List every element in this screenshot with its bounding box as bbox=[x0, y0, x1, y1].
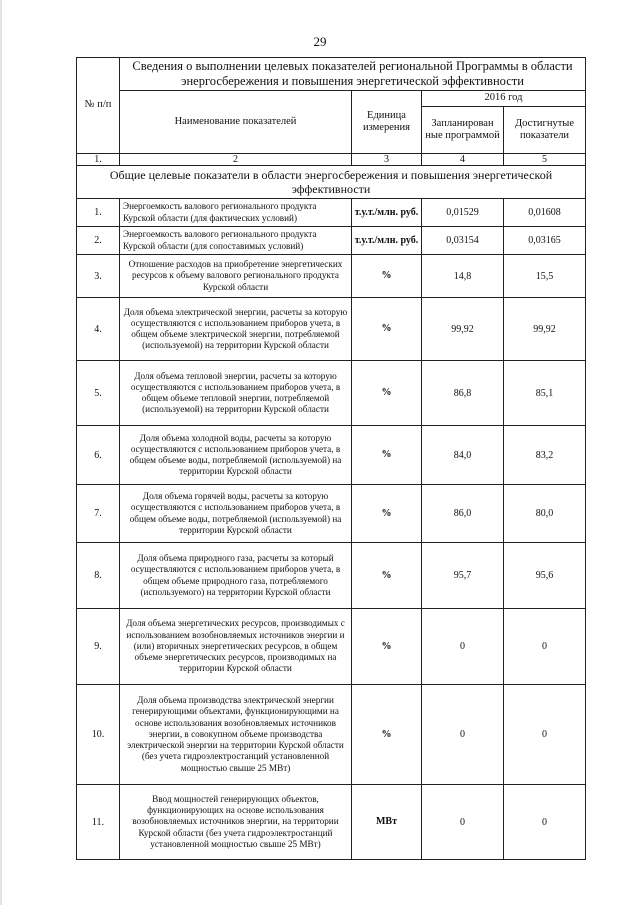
planned-value: 0,01529 bbox=[422, 199, 504, 227]
table-row bbox=[77, 785, 586, 860]
header-name: Наименование показателей bbox=[120, 91, 352, 154]
indicator-name: Доля объема электрической энергии, расчеты за которую осуществляются с использованием приборов учета, в общем объеме электрической энергии, потребляемой (используемой) на территории Курской области bbox=[120, 298, 352, 361]
row-number: 11. bbox=[77, 785, 120, 860]
row-number: 3. bbox=[77, 255, 120, 298]
planned-value: 86,0 bbox=[422, 485, 504, 543]
table-row bbox=[77, 485, 586, 543]
table-row bbox=[77, 609, 586, 685]
section-title: Общие целевые показатели в области энергосбережения и повышения энергетической эффективности bbox=[77, 166, 586, 199]
row-number: 10. bbox=[77, 685, 120, 785]
row-number: 7. bbox=[77, 485, 120, 543]
row-number: 1. bbox=[77, 199, 120, 227]
unit-cell: МВт bbox=[352, 785, 422, 860]
header-achieved: Достигнутые показатели bbox=[504, 107, 586, 154]
unit-cell: т.у.т./млн. руб. bbox=[352, 199, 422, 227]
table-row bbox=[77, 361, 586, 426]
indicator-name: Доля объема горячей воды, расчеты за которую осуществляются с использованием приборов учета, в общем объеме воды, потребляемой (используемой) на территории Курской области bbox=[120, 485, 352, 543]
achieved-value: 85,1 bbox=[504, 361, 586, 426]
table-title: Сведения о выполнении целевых показателей региональной Программы в области энергосбережения и повышения энергетической эффективности bbox=[120, 58, 586, 91]
unit-cell: % bbox=[352, 485, 422, 543]
scan-edge bbox=[0, 0, 2, 905]
unit-cell: % bbox=[352, 255, 422, 298]
planned-value: 99,92 bbox=[422, 298, 504, 361]
achieved-value: 83,2 bbox=[504, 426, 586, 485]
unit-cell: % bbox=[352, 685, 422, 785]
achieved-value: 0,01608 bbox=[504, 199, 586, 227]
achieved-value: 15,5 bbox=[504, 255, 586, 298]
table-row bbox=[77, 255, 586, 298]
indicator-name: Доля объема энергетических ресурсов, производимых с использованием возобновляемых источников энергии и (или) вторичных энергетических ресурсов, в общем объеме энергетических ресурсов, производимых на территории Курской области bbox=[120, 609, 352, 685]
header-unit: Единица измерения bbox=[352, 91, 422, 154]
planned-value: 84,0 bbox=[422, 426, 504, 485]
achieved-value: 95,6 bbox=[504, 543, 586, 609]
header-year: 2016 год bbox=[422, 91, 586, 107]
row-number: 6. bbox=[77, 426, 120, 485]
row-number: 8. bbox=[77, 543, 120, 609]
planned-value: 86,8 bbox=[422, 361, 504, 426]
indicator-name: Доля объема производства электрической энергии генерирующими объектами, функционирующими на основе использования возобновляемых источников энергии, в совокупном объеме производства электрической энергии на территории Курской области (без учета гидроэлектростанций установленной мощностью свыше 25 МВт) bbox=[120, 685, 352, 785]
row-number: 5. bbox=[77, 361, 120, 426]
indicator-name: Доля объема тепловой энергии, расчеты за которую осуществляются с использованием приборов учета, в общем объеме тепловой энергии, потребляемой (используемой) на территории Курской области bbox=[120, 361, 352, 426]
unit-cell: % bbox=[352, 426, 422, 485]
planned-value: 0 bbox=[422, 785, 504, 860]
indicator-name: Энергоемкость валового регионального продукта Курской области (для сопоставимых условий) bbox=[120, 227, 352, 255]
page-number: 29 bbox=[313, 34, 327, 49]
col-number: 1. bbox=[77, 154, 120, 166]
achieved-value: 0 bbox=[504, 685, 586, 785]
unit-cell: % bbox=[352, 543, 422, 609]
indicator-name: Отношение расходов на приобретение энергетических ресурсов к объему валового регионального продукта Курской области bbox=[120, 255, 352, 298]
table-row bbox=[77, 685, 586, 785]
unit-cell: % bbox=[352, 361, 422, 426]
table-row bbox=[77, 426, 586, 485]
achieved-value: 99,92 bbox=[504, 298, 586, 361]
indicator-rows bbox=[77, 199, 586, 860]
col-number: 4 bbox=[422, 154, 504, 166]
unit-cell: т.у.т./млн. руб. bbox=[352, 227, 422, 255]
header-planned: Запланирован ные программой bbox=[422, 107, 504, 154]
indicator-name: Доля объема холодной воды, расчеты за которую осуществляются с использованием приборов учета, в общем объеме воды, потребляемой (используемой) на территории Курской области bbox=[120, 426, 352, 485]
row-number: 4. bbox=[77, 298, 120, 361]
indicator-name: Энергоемкость валового регионального продукта Курской области (для фактических условий) bbox=[120, 199, 352, 227]
unit-cell: % bbox=[352, 609, 422, 685]
planned-value: 0,03154 bbox=[422, 227, 504, 255]
planned-value: 0 bbox=[422, 609, 504, 685]
table-row bbox=[77, 227, 586, 255]
achieved-value: 0 bbox=[504, 609, 586, 685]
col-number: 5 bbox=[504, 154, 586, 166]
achieved-value: 0,03165 bbox=[504, 227, 586, 255]
col-number: 2 bbox=[120, 154, 352, 166]
row-number: 2. bbox=[77, 227, 120, 255]
planned-value: 14,8 bbox=[422, 255, 504, 298]
achieved-value: 80,0 bbox=[504, 485, 586, 543]
column-numbers-row bbox=[77, 154, 586, 166]
indicator-name: Ввод мощностей генерирующих объектов, функционирующих на основе использования возобновляемых источников энергии, на территории Курской области (без учета гидроэлектростанций установленной мощностью свыше 25 МВт) bbox=[120, 785, 352, 860]
indicator-name: Доля объема природного газа, расчеты за который осуществляются с использованием приборов учета, в общем объеме природного газа, потребляемого (используемого) на территории Курской области bbox=[120, 543, 352, 609]
table-row bbox=[77, 543, 586, 609]
achieved-value: 0 bbox=[504, 785, 586, 860]
table-row bbox=[77, 298, 586, 361]
header-num: № п/п bbox=[77, 58, 120, 154]
table-row bbox=[77, 199, 586, 227]
planned-value: 0 bbox=[422, 685, 504, 785]
indicators-table bbox=[76, 57, 586, 860]
col-number: 3 bbox=[352, 154, 422, 166]
planned-value: 95,7 bbox=[422, 543, 504, 609]
unit-cell: % bbox=[352, 298, 422, 361]
row-number: 9. bbox=[77, 609, 120, 685]
